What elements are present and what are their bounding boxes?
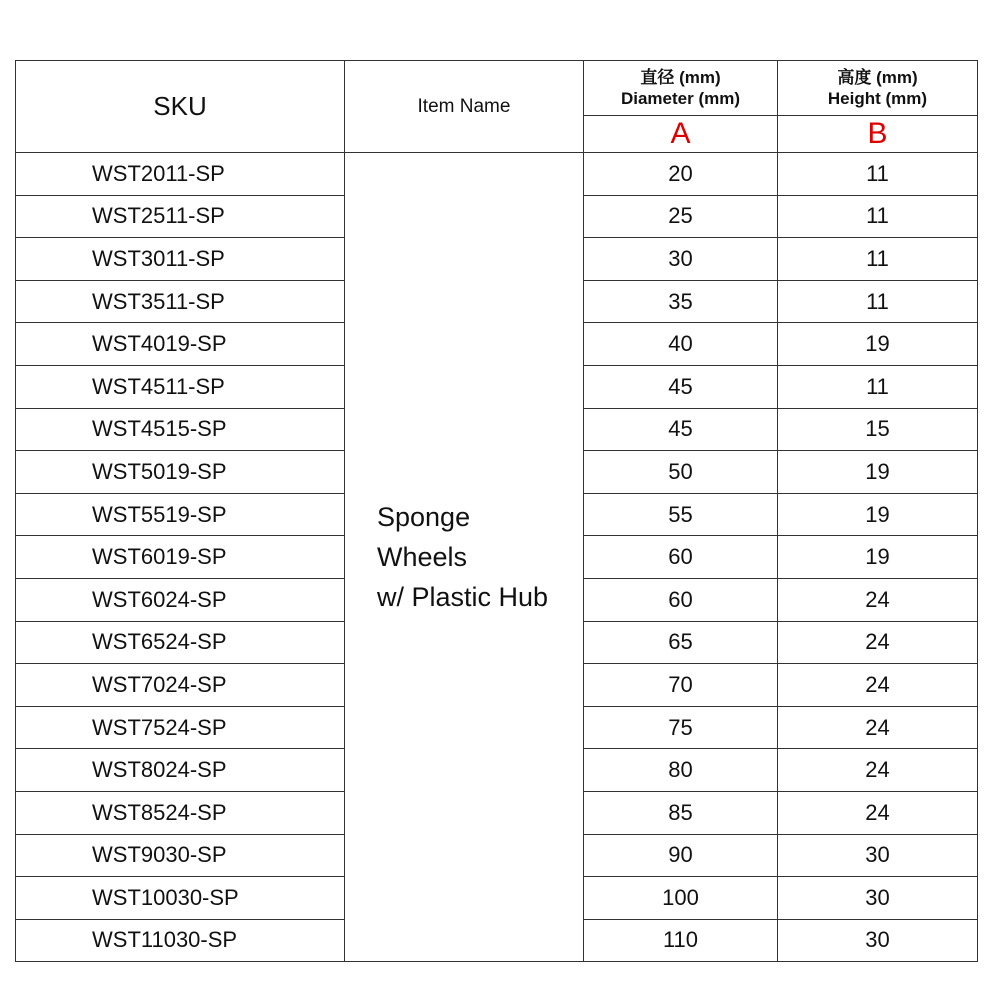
item-name-line: Wheels [377, 542, 468, 573]
sku-cell: WST7024-SP [16, 664, 345, 707]
diameter-cell: 45 [584, 365, 778, 408]
height-cell: 11 [778, 280, 978, 323]
header-row [16, 61, 978, 116]
sku-cell: WST3511-SP [16, 280, 345, 323]
sku-cell: WST7524-SP [16, 706, 345, 749]
header-item-name: Item Name [345, 61, 584, 153]
header-diameter [584, 61, 778, 116]
height-cell: 19 [778, 451, 978, 494]
table-row [16, 153, 978, 196]
diameter-cell: 75 [584, 706, 778, 749]
sku-cell: WST8524-SP [16, 791, 345, 834]
diameter-cell: 65 [584, 621, 778, 664]
height-cell: 24 [778, 621, 978, 664]
diameter-cell: 35 [584, 280, 778, 323]
diameter-cell: 85 [584, 791, 778, 834]
height-cell: 19 [778, 536, 978, 579]
diameter-letter: A [584, 116, 778, 153]
height-cell: 11 [778, 238, 978, 281]
height-cell: 19 [778, 323, 978, 366]
header-height [778, 61, 978, 116]
diameter-cell: 25 [584, 195, 778, 238]
diameter-cell: 100 [584, 877, 778, 920]
sku-cell: WST8024-SP [16, 749, 345, 792]
sku-cell: WST3011-SP [16, 238, 345, 281]
header-diameter-cn: 直径 (mm) [640, 68, 721, 87]
sku-cell: WST2511-SP [16, 195, 345, 238]
height-cell: 24 [778, 706, 978, 749]
sku-cell: WST5019-SP [16, 451, 345, 494]
sku-cell: WST10030-SP [16, 877, 345, 920]
sku-cell: WST4019-SP [16, 323, 345, 366]
sku-cell: WST4511-SP [16, 365, 345, 408]
diameter-cell: 60 [584, 536, 778, 579]
sku-cell: WST5519-SP [16, 493, 345, 536]
header-sku: SKU [16, 61, 345, 153]
diameter-cell: 55 [584, 493, 778, 536]
height-cell: 24 [778, 791, 978, 834]
height-cell: 19 [778, 493, 978, 536]
header-height-cn: 高度 (mm) [837, 68, 918, 87]
diameter-cell: 110 [584, 919, 778, 962]
height-cell: 11 [778, 365, 978, 408]
height-cell: 11 [778, 195, 978, 238]
diameter-cell: 50 [584, 451, 778, 494]
height-cell: 24 [778, 578, 978, 621]
header-height-en: Height (mm) [827, 89, 928, 108]
height-cell: 30 [778, 834, 978, 877]
table-body [16, 153, 978, 962]
sku-cell: WST6019-SP [16, 536, 345, 579]
spec-table [15, 60, 978, 962]
sku-cell: WST4515-SP [16, 408, 345, 451]
item-name-line: w/ Plastic Hub [377, 582, 549, 613]
diameter-cell: 30 [584, 238, 778, 281]
sku-cell: WST6024-SP [16, 578, 345, 621]
diameter-cell: 70 [584, 664, 778, 707]
height-cell: 11 [778, 153, 978, 196]
sku-cell: WST11030-SP [16, 919, 345, 962]
height-cell: 15 [778, 408, 978, 451]
height-cell: 24 [778, 749, 978, 792]
diameter-cell: 80 [584, 749, 778, 792]
height-letter: B [778, 116, 978, 153]
diameter-cell: 90 [584, 834, 778, 877]
sku-cell: WST9030-SP [16, 834, 345, 877]
diameter-cell: 60 [584, 578, 778, 621]
height-cell: 24 [778, 664, 978, 707]
diameter-cell: 45 [584, 408, 778, 451]
item-name-cell [345, 153, 584, 962]
height-cell: 30 [778, 919, 978, 962]
header-diameter-en: Diameter (mm) [620, 89, 741, 108]
diameter-cell: 40 [584, 323, 778, 366]
sku-cell: WST2011-SP [16, 153, 345, 196]
height-cell: 30 [778, 877, 978, 920]
sku-cell: WST6524-SP [16, 621, 345, 664]
diameter-cell: 20 [584, 153, 778, 196]
item-name-line: Sponge [377, 502, 471, 533]
